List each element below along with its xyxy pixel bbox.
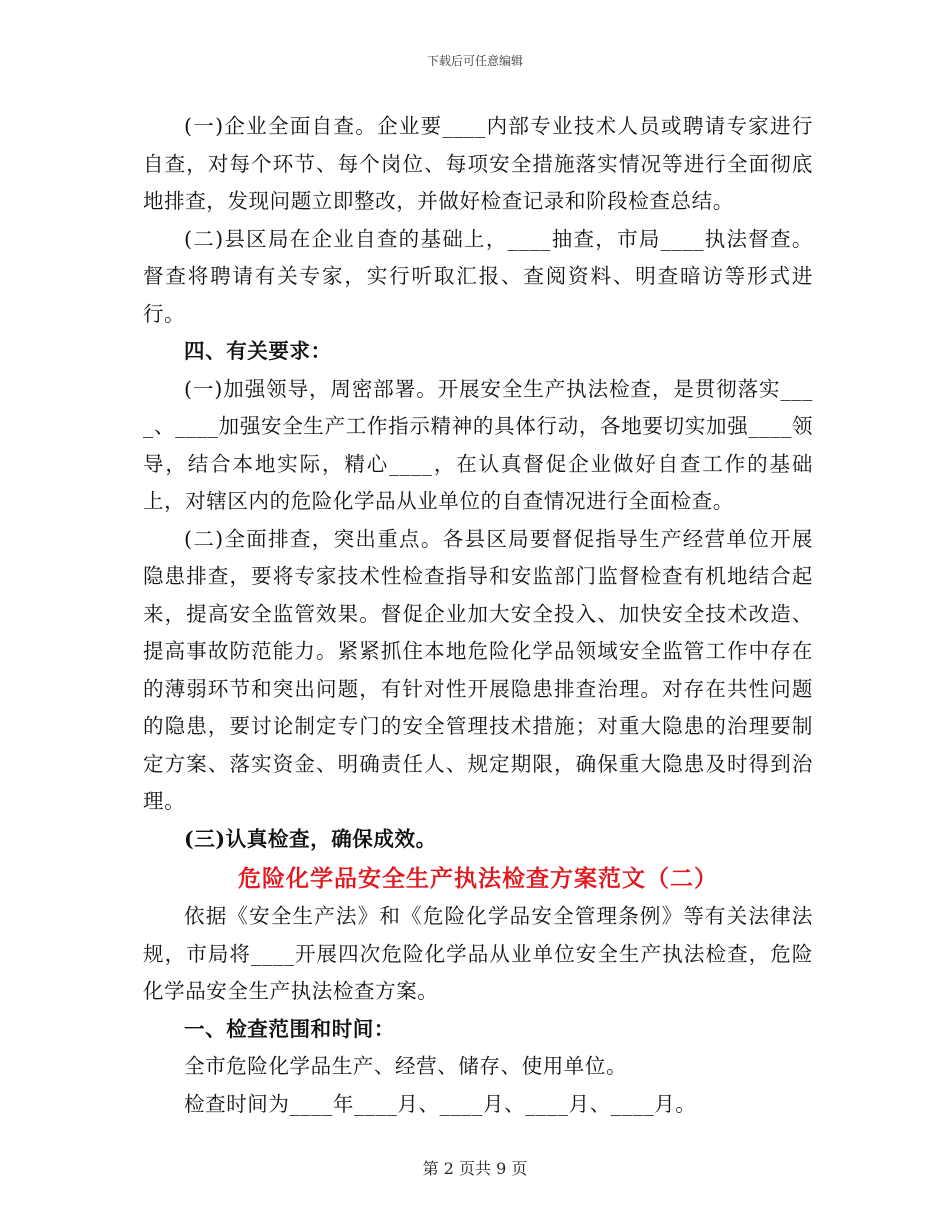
paragraph-inspection-time: 检查时间为____年____月、____月、____月、____月。	[184, 1091, 697, 1116]
paragraph-strengthen-leadership: (一)加强领导，周密部署。开展安全生产执法检查，是贯彻落实____、____加强安全生产工作指示精神的具体行动，各地要切实加强____领导，结合本地实际，精心____，在认真督促企业做好自查工作的基础上，对辖区内的危险化学品从业单位的自查情况进行全面检查。	[143, 376, 813, 513]
paragraph-legal-basis: 依据《安全生产法》和《危险化学品安全管理条例》等有关法律法规，市局将____开展四次危险化学品从业单位安全生产执法检查，危险化学品安全生产执法检查方案。	[143, 904, 813, 1003]
section-title: 危险化学品安全生产执法检查方案范文（二）	[238, 865, 718, 892]
document-body	[143, 108, 813, 1123]
paragraph-county-spot-check: (二)县区局在企业自查的基础上，____抽查，市局____执法督查。督查将聘请有关专家，实行听取汇报、查阅资料、明查暗访等形式进行。	[143, 226, 813, 326]
heading-scope-and-time: 一、检查范围和时间：	[184, 1016, 395, 1041]
page-footer: 第 2 页共 9 页	[422, 1159, 528, 1178]
paragraph-self-inspection: (一)企业全面自查。企业要____内部专业技术人员或聘请专家进行自查，对每个环节、每个岗位、每项安全措施落实情况等进行全面彻底地排查，发现问题立即整改，并做好检查记录和阶段检查总结。	[143, 114, 813, 213]
heading-ensure-results: (三)认真检查，确保成效。	[184, 826, 437, 851]
heading-requirements: 四、有关要求：	[184, 339, 332, 363]
paragraph-comprehensive-inspection: (二)全面排查，突出重点。各县区局要督促指导生产经营单位开展隐患排查，要将专家技术性检查指导和安监部门监督检查有机地结合起来，提高安全监管效果。督促企业加大安全投入、加快安全技术改造、提高事故防范能力。紧紧抓住本地危险化学品领域安全监管工作中存在的薄弱环节和突出问题，有针对性开展隐患排查治理。对存在共性问题的隐患，要讨论制定专门的安全管理技术措施；对重大隐患的治理要制定方案、落实资金、明确责任人、规定期限，确保重大隐患及时得到治理。	[143, 526, 813, 813]
paragraph-scope: 全市危险化学品生产、经营、储存、使用单位。	[184, 1054, 628, 1078]
page-header: 下载后可任意编辑	[426, 54, 523, 68]
